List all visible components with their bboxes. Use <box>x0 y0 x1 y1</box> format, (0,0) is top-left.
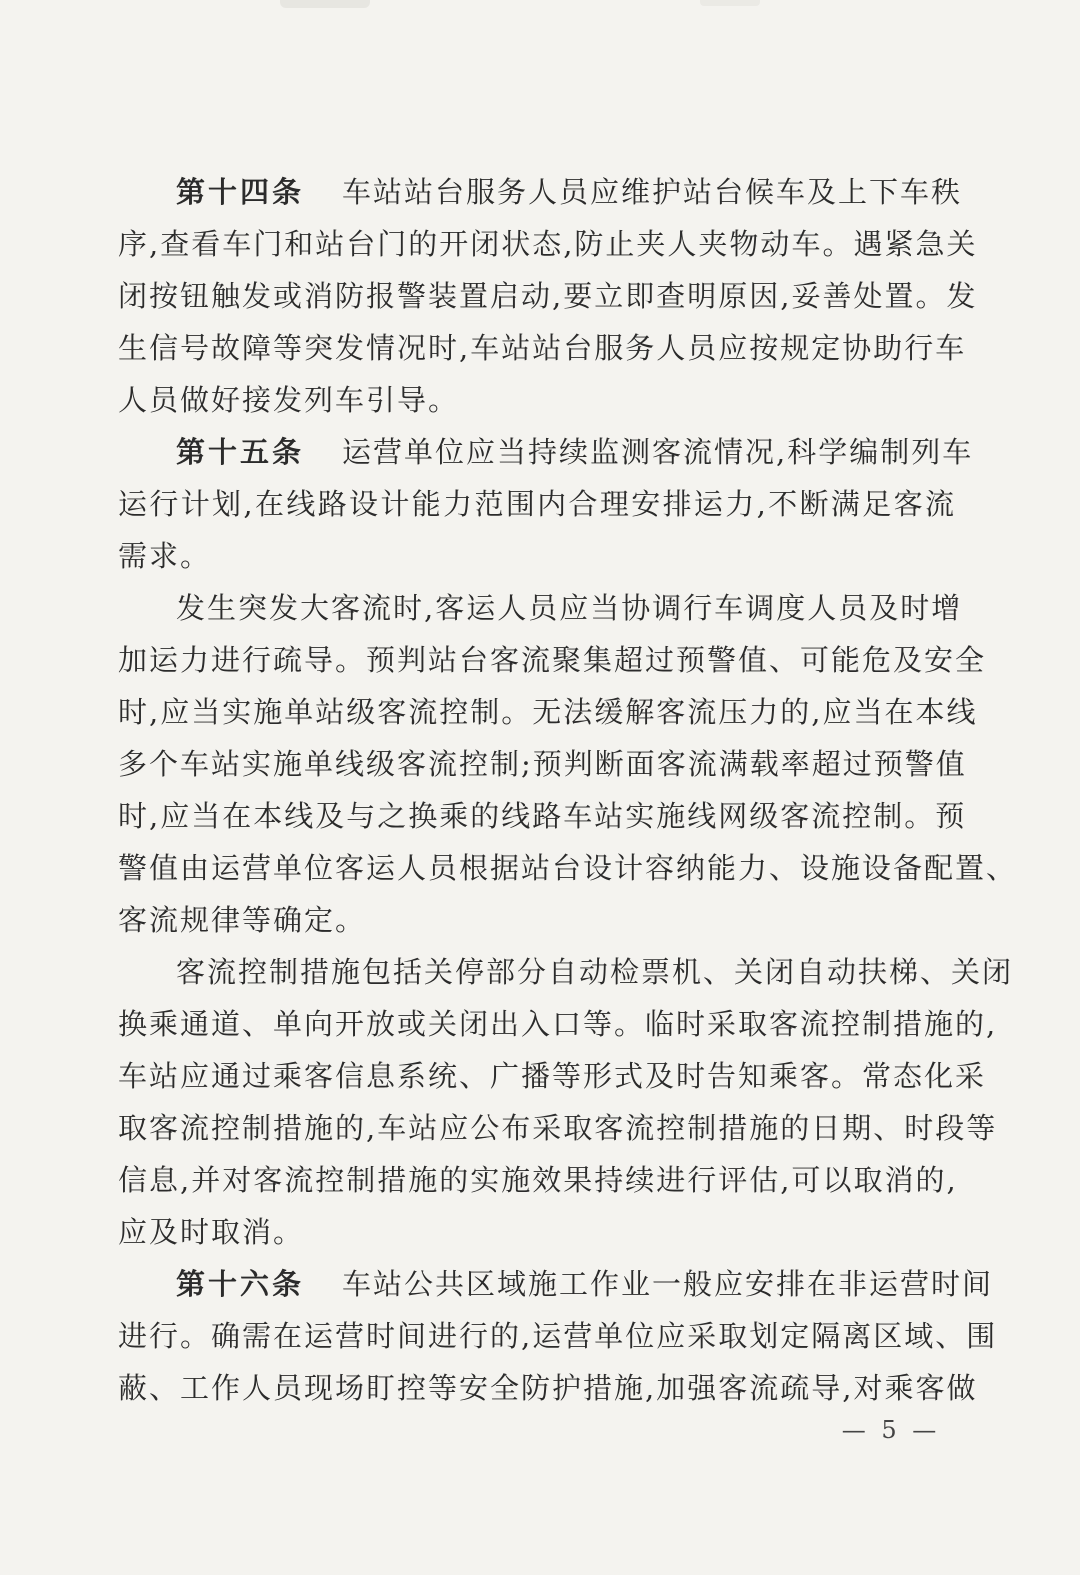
article-15c-line-5: 信息,并对客流控制措施的实施效果持续进行评估,可以取消的, <box>118 1163 958 1197</box>
article-16-line-2: 进行。确需在运营时间进行的,运营单位应采取划定隔离区域、围 <box>118 1319 998 1353</box>
article-15c-line-6: 应及时取消。 <box>118 1215 305 1249</box>
article-15b-line-1: 发生突发大客流时,客运人员应当协调行车调度人员及时增 <box>176 591 963 625</box>
article-15c-line-2: 换乘通道、单向开放或关闭出入口等。临时采取客流控制措施的, <box>118 1007 998 1041</box>
article-15b-line-3: 时,应当实施单站级客流控制。无法缓解客流压力的,应当在本线 <box>118 695 978 729</box>
article-14-line-5: 人员做好接发列车引导。 <box>118 383 460 417</box>
article-16-heading: 第十六条 <box>176 1267 305 1301</box>
article-15-text: 运营单位应当持续监测客流情况,科学编制列车 <box>342 435 974 469</box>
article-15-line-3: 需求。 <box>118 539 212 573</box>
article-15c-line-3: 车站应通过乘客信息系统、广播等形式及时告知乘客。常态化采 <box>118 1059 987 1093</box>
article-15b-line-6: 警值由运营单位客运人员根据站台设计容纳能力、设施设备配置、 <box>118 851 1018 885</box>
article-15b-line-5: 时,应当在本线及与之换乘的线路车站实施线网级客流控制。预 <box>118 799 967 833</box>
article-15c-line-4: 取客流控制措施的,车站应公布采取客流控制措施的日期、时段等 <box>118 1111 998 1145</box>
page-number: — 5 — <box>841 1416 941 1444</box>
article-15c-line-1: 客流控制措施包括关停部分自动检票机、关闭自动扶梯、关闭 <box>176 955 1014 989</box>
article-15-heading: 第十五条 <box>176 435 305 469</box>
article-14-text: 车站站台服务人员应维护站台候车及上下车秩 <box>342 175 963 209</box>
scan-smudge <box>280 0 370 8</box>
article-16-line-3: 蔽、工作人员现场盯控等安全防护措施,加强客流疏导,对乘客做 <box>118 1371 978 1405</box>
article-14-heading: 第十四条 <box>176 175 305 209</box>
article-15b-line-4: 多个车站实施单线级客流控制;预判断面客流满载率超过预警值 <box>118 747 967 781</box>
scan-smudge <box>700 0 760 6</box>
article-16-line-1 <box>176 1258 994 1310</box>
article-14-line-1 <box>176 166 963 218</box>
article-14-line-2: 序,查看车门和站台门的开闭状态,防止夹人夹物动车。遇紧急关 <box>118 227 978 261</box>
article-15-line-2: 运行计划,在线路设计能力范围内合理安排运力,不断满足客流 <box>118 487 956 521</box>
article-14-line-3: 闭按钮触发或消防报警装置启动,要立即查明原因,妥善处置。发 <box>118 279 978 313</box>
article-14-line-4: 生信号故障等突发情况时,车站站台服务人员应按规定协助行车 <box>118 331 967 365</box>
article-15-line-1 <box>176 426 974 478</box>
article-16-text: 车站公共区域施工作业一般应安排在非运营时间 <box>342 1267 994 1301</box>
article-15b-line-7: 客流规律等确定。 <box>118 903 367 937</box>
article-15b-line-2: 加运力进行疏导。预判站台客流聚集超过预警值、可能危及安全 <box>118 643 987 677</box>
